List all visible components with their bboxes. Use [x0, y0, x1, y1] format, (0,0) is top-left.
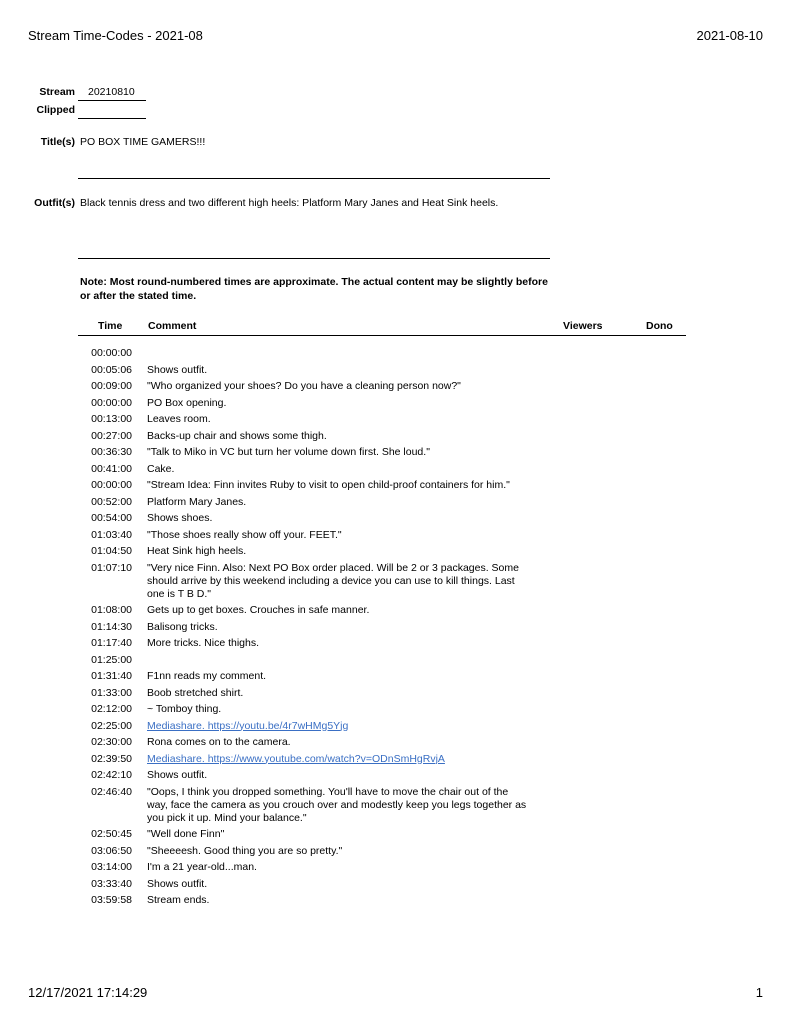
row-time: 01:03:40 [91, 528, 132, 541]
table-row [0, 529, 791, 542]
stream-label: Stream [39, 86, 75, 98]
column-viewers: Viewers [563, 320, 603, 332]
table-row [0, 753, 791, 766]
row-comment: "Stream Idea: Finn invites Ruby to visit to open child-proof containers for him." [147, 479, 510, 491]
note-text: Note: Most round-numbered times are approximate. The actual content may be slightly before or after the stated time. [80, 276, 548, 302]
mediashare-link[interactable]: Mediashare. https://www.youtube.com/watch?v=ODnSmHgRvjA [147, 752, 445, 765]
page-number: 1 [755, 985, 763, 1000]
row-comment: Shows outfit. [147, 769, 208, 781]
row-time: 03:33:40 [91, 877, 132, 890]
row-comment: Platform Mary Janes. [147, 495, 247, 508]
row-comment: PO Box opening. [147, 396, 227, 409]
row-comment: Shows outfit. [147, 363, 208, 376]
row-time: 00:05:06 [91, 363, 132, 376]
row-time: 01:07:10 [91, 561, 132, 574]
row-time: 01:33:00 [91, 686, 132, 699]
mediashare-link[interactable]: Mediashare. https://youtu.be/4r7wHMg5Yjg [147, 719, 349, 732]
clipped-value [78, 104, 146, 119]
row-time: 02:12:00 [91, 703, 132, 715]
row-time: 00:00:00 [91, 347, 132, 359]
row-comment: Rona comes on to the camera. [147, 736, 291, 748]
footer-timestamp: 12/17/2021 17:14:29 [28, 985, 148, 1000]
table-row [0, 364, 791, 377]
row-time: 00:36:30 [91, 446, 132, 458]
row-comment: F1nn reads my comment. [147, 670, 267, 682]
row-time: 00:00:00 [91, 479, 132, 491]
row-time: 02:46:40 [91, 785, 132, 798]
table-row [0, 397, 791, 410]
row-comment: More tricks. Nice thighs. [147, 637, 260, 649]
row-time: 03:14:00 [91, 861, 132, 873]
table-row [0, 861, 791, 874]
row-comment: Shows outfit. [147, 877, 208, 890]
timecode-table [0, 347, 791, 911]
row-time: 01:04:50 [91, 545, 132, 557]
table-header-rule [78, 335, 686, 336]
row-time: 01:17:40 [91, 637, 132, 649]
row-comment: "Those shoes really show off your. FEET." [147, 528, 342, 541]
row-comment: Gets up to get boxes. Crouches in safe manner. [147, 604, 370, 616]
row-time: 00:27:00 [91, 429, 132, 442]
column-time: Time [98, 320, 123, 332]
row-comment: Cake. [147, 462, 175, 475]
row-comment [147, 753, 527, 766]
row-time: 02:39:50 [91, 752, 132, 765]
table-row [0, 430, 791, 443]
table-row [0, 878, 791, 891]
row-time: 00:09:00 [91, 380, 132, 392]
stream-value: 20210810 [78, 86, 146, 101]
row-comment: "Sheeeesh. Good thing you are so pretty." [147, 844, 343, 857]
table-row [0, 687, 791, 700]
table-row [0, 670, 791, 683]
row-comment: Balisong tricks. [147, 620, 218, 633]
clipped-label: Clipped [36, 104, 75, 116]
row-time: 03:59:58 [91, 894, 132, 906]
row-comment: "Well done Finn" [147, 828, 225, 840]
table-row [0, 654, 791, 667]
row-comment [147, 347, 527, 360]
outfits-label: Outfit(s) [34, 197, 75, 209]
table-row [0, 545, 791, 558]
row-time: 00:13:00 [91, 413, 132, 425]
column-dono: Dono [646, 320, 673, 332]
table-row [0, 463, 791, 476]
row-comment: Stream ends. [147, 894, 210, 906]
row-comment: ~ Tomboy thing. [147, 703, 222, 715]
table-row [0, 720, 791, 733]
row-time: 01:25:00 [91, 653, 132, 666]
table-row [0, 446, 791, 459]
row-time: 02:42:10 [91, 769, 132, 781]
row-time: 00:52:00 [91, 495, 132, 508]
table-row [0, 479, 791, 492]
table-row [0, 496, 791, 509]
table-row [0, 604, 791, 617]
table-row [0, 380, 791, 393]
header-date: 2021-08-10 [696, 28, 763, 43]
table-row [0, 562, 791, 601]
row-comment: "Talk to Miko in VC but turn her volume down first. She loud." [147, 446, 430, 458]
row-time: 00:41:00 [91, 462, 132, 475]
table-row [0, 845, 791, 858]
row-time: 00:00:00 [91, 396, 132, 409]
table-row [0, 413, 791, 426]
table-row [0, 894, 791, 907]
row-comment: "Very nice Finn. Also: Next PO Box order placed. Will be 2 or 3 packages. Some should arrive by this weekend including a device you can use to kill things. Last one is T B D." [147, 561, 519, 600]
table-row [0, 703, 791, 716]
row-time: 03:06:50 [91, 844, 132, 857]
row-comment: "Oops, I think you dropped something. You'll have to move the chair out of the way, face the camera as you crouch over and modestly keep you legs together as you pick it up. Mind your balance." [147, 785, 527, 824]
titles-value: PO BOX TIME GAMERS!!! [80, 136, 206, 148]
outfits-underline [78, 258, 550, 259]
row-comment: "Who organized your shoes? Do you have a cleaning person now?" [147, 380, 461, 392]
row-comment: Backs-up chair and shows some thigh. [147, 429, 327, 442]
row-comment: Heat Sink high heels. [147, 545, 247, 557]
row-time: 00:54:00 [91, 512, 132, 524]
row-time: 01:08:00 [91, 604, 132, 616]
row-comment [147, 654, 527, 667]
table-row [0, 828, 791, 841]
document-title: Stream Time-Codes - 2021-08 [28, 28, 203, 43]
table-row [0, 736, 791, 749]
table-row [0, 621, 791, 634]
row-comment: I'm a 21 year-old...man. [147, 861, 257, 873]
row-time: 01:31:40 [91, 670, 132, 682]
titles-underline [78, 178, 550, 179]
table-row [0, 786, 791, 825]
table-row [0, 769, 791, 782]
table-row [0, 637, 791, 650]
table-row [0, 347, 791, 360]
row-comment [147, 720, 527, 733]
table-row [0, 512, 791, 525]
row-time: 02:50:45 [91, 828, 132, 840]
row-comment: Shows shoes. [147, 512, 213, 524]
row-comment: Boob stretched shirt. [147, 686, 244, 699]
row-time: 02:30:00 [91, 736, 132, 748]
row-time: 02:25:00 [91, 719, 132, 732]
row-comment: Leaves room. [147, 413, 211, 425]
outfits-value: Black tennis dress and two different high heels: Platform Mary Janes and Heat Sink heels. [80, 197, 499, 209]
column-comment: Comment [148, 320, 197, 332]
titles-label: Title(s) [40, 136, 75, 148]
row-time: 01:14:30 [91, 620, 132, 633]
